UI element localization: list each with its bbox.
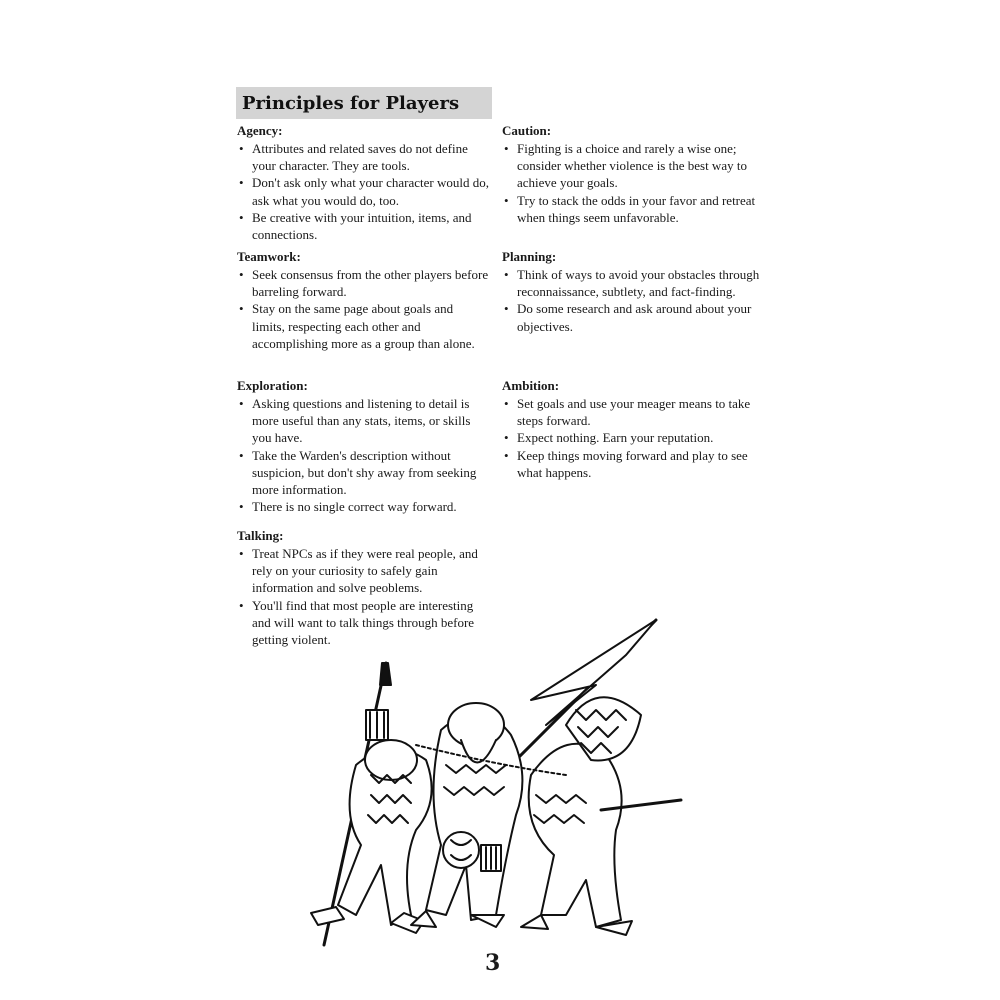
section-heading: Caution: [502,123,552,138]
list-item: • Expect nothing. Earn your reputation. [502,429,764,446]
list-item: • Try to stack the odds in your favor and retreat when things seem unfavorable. [502,192,764,226]
list-item: • Don't ask only what your character would do, ask what you would do, too. [237,174,489,208]
list-item: • Seek consensus from the other players before barreling forward. [237,266,489,300]
list-item: • Fighting is a choice and rarely a wise one; consider whether violence is the best way to achieve your goals. [502,140,764,192]
section-heading: Teamwork: [237,249,301,264]
section-ambition [502,377,764,481]
list-item: • Treat NPCs as if they were real people, and rely on your curiosity to safely gain information and solve peoblems. [237,545,489,597]
bullet-list [237,266,489,352]
list-item: • Stay on the same page about goals and limits, respecting each other and accomplishing more as a group than alone. [237,300,489,352]
bullet-list [502,266,764,335]
page-title: Principles for Players [242,93,460,114]
bullet-list [237,395,489,515]
section-agency [237,122,489,243]
list-item: • Be creative with your intuition, items, and connections. [237,209,489,243]
section-heading: Planning: [502,249,557,264]
list-item: • You'll find that most people are interesting and will want to talk things through before getting violent. [237,597,489,649]
bullet-list [502,140,764,226]
section-heading: Talking: [237,528,284,543]
section-heading: Ambition: [502,378,560,393]
bullet-list [237,140,489,243]
list-item: • Take the Warden's description without suspicion, but don't shy away from seeking more information. [237,447,489,499]
list-item: • Asking questions and listening to detail is more useful than any stats, items, or skills you have. [237,395,489,447]
list-item: • Keep things moving forward and play to see what happens. [502,447,764,481]
section-exploration [237,377,489,515]
list-item: • Attributes and related saves do not define your character. They are tools. [237,140,489,174]
section-heading: Exploration: [237,378,308,393]
section-heading: Agency: [237,123,283,138]
page-number: 3 [485,950,501,976]
section-planning [502,248,764,335]
list-item: • There is no single correct way forward. [237,498,489,515]
section-teamwork [237,248,489,352]
list-item: • Do some research and ask around about your objectives. [502,300,764,334]
list-item: • Think of ways to avoid your obstacles through reconnaissance, subtlety, and fact-finding. [502,266,764,300]
page-title-bar [236,87,492,119]
section-caution [502,122,764,226]
bullet-list [502,395,764,481]
adventurers-illustration [296,615,696,970]
list-item: • Set goals and use your meager means to take steps forward. [502,395,764,429]
